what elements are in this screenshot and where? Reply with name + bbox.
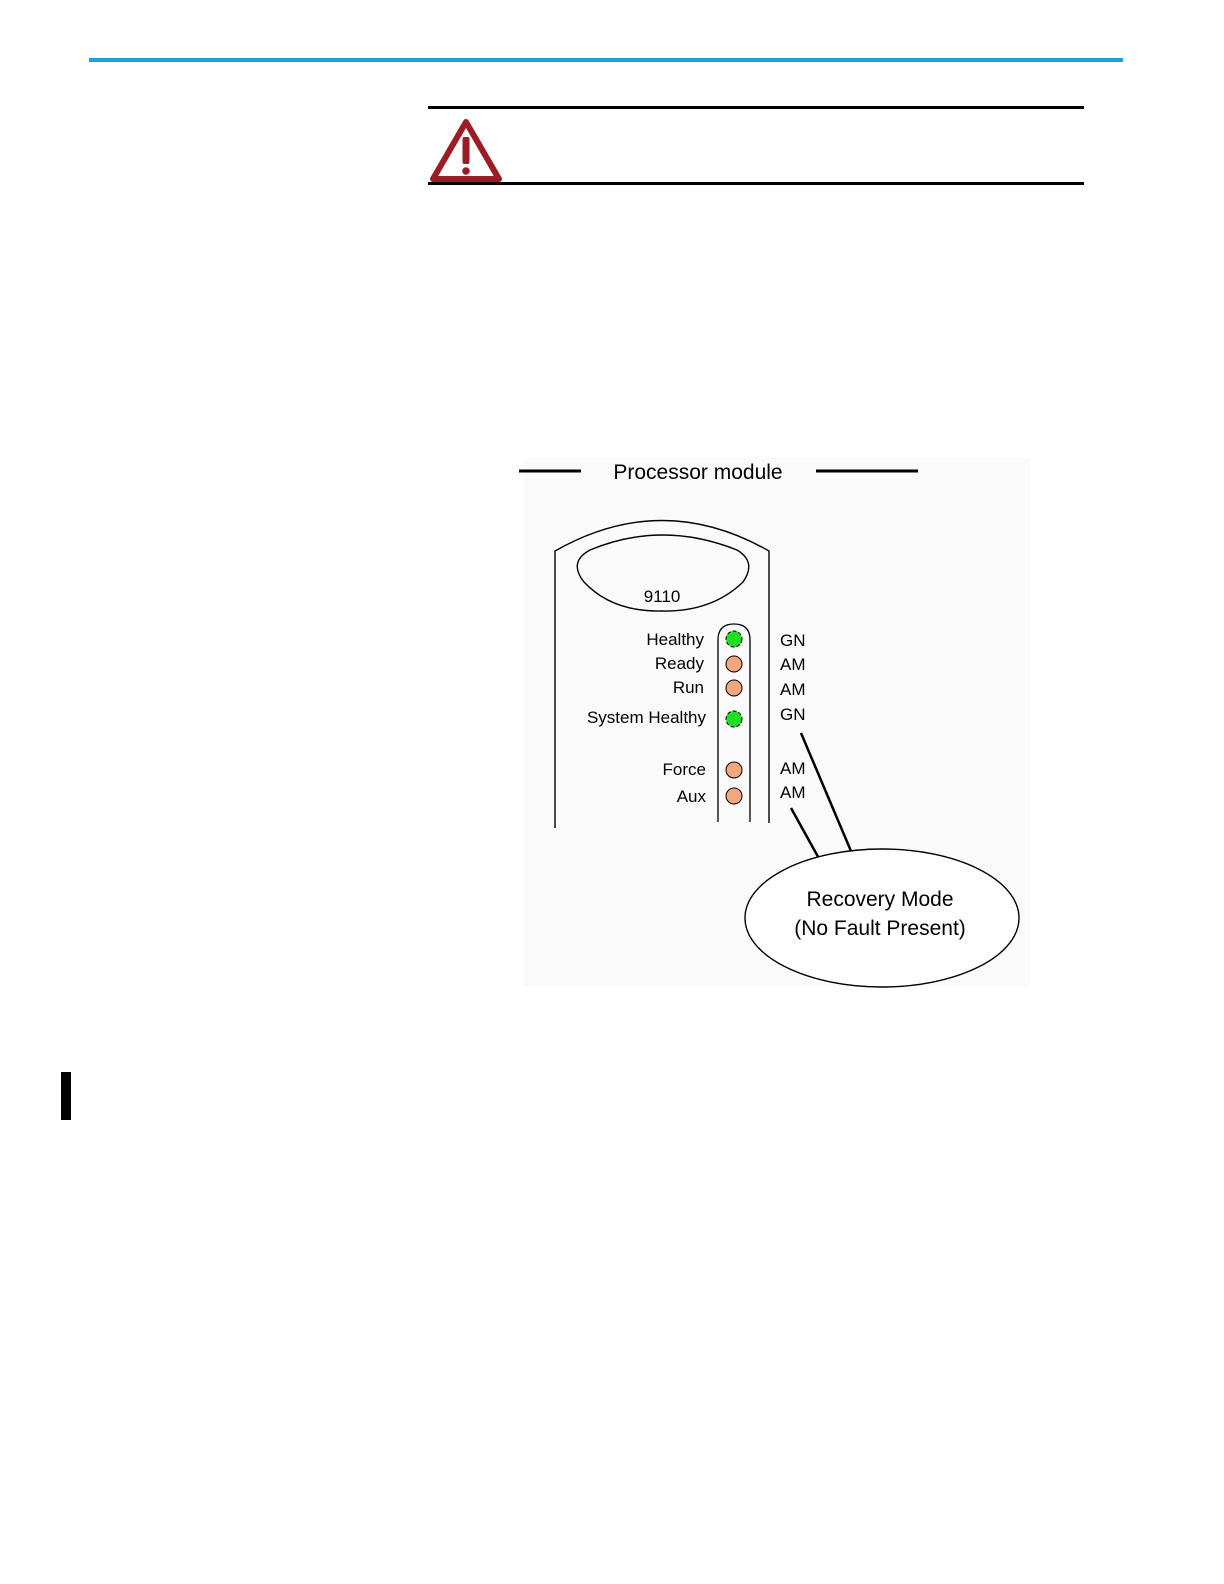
change-bar bbox=[61, 1072, 71, 1120]
led-run bbox=[726, 680, 742, 696]
led-aux bbox=[726, 788, 742, 804]
color-code-force: AM bbox=[780, 759, 806, 778]
indicator-label-healthy: Healthy bbox=[646, 630, 704, 649]
indicator-label-run: Run bbox=[672, 678, 704, 697]
attention-block bbox=[428, 106, 1084, 186]
color-code-ready: AM bbox=[780, 655, 806, 674]
attention-bottom-rule bbox=[428, 182, 1084, 185]
led-system-healthy bbox=[726, 711, 742, 727]
processor-module-figure bbox=[518, 455, 1033, 990]
led-healthy bbox=[726, 631, 742, 647]
color-code-run: AM bbox=[780, 680, 806, 699]
led-ready bbox=[726, 656, 742, 672]
warning-triangle-icon bbox=[430, 118, 502, 182]
processor-module-diagram bbox=[518, 455, 1033, 990]
figure-title: Processor module bbox=[613, 461, 783, 484]
header-rule bbox=[89, 58, 1123, 62]
led-force bbox=[726, 762, 742, 778]
callout-line-1: Recovery Mode bbox=[806, 888, 954, 911]
color-code-aux: AM bbox=[780, 783, 806, 802]
callout-line-2: (No Fault Present) bbox=[794, 917, 966, 940]
attention-top-rule bbox=[428, 106, 1084, 109]
indicator-label-aux: Aux bbox=[676, 787, 706, 806]
indicator-label-ready: Ready bbox=[654, 654, 704, 673]
indicator-label-system-healthy: System Healthy bbox=[586, 708, 706, 727]
color-code-system-healthy: GN bbox=[780, 705, 806, 724]
color-code-healthy: GN bbox=[780, 631, 806, 650]
indicator-label-force: Force bbox=[662, 760, 706, 779]
module-number: 9110 bbox=[643, 587, 681, 606]
